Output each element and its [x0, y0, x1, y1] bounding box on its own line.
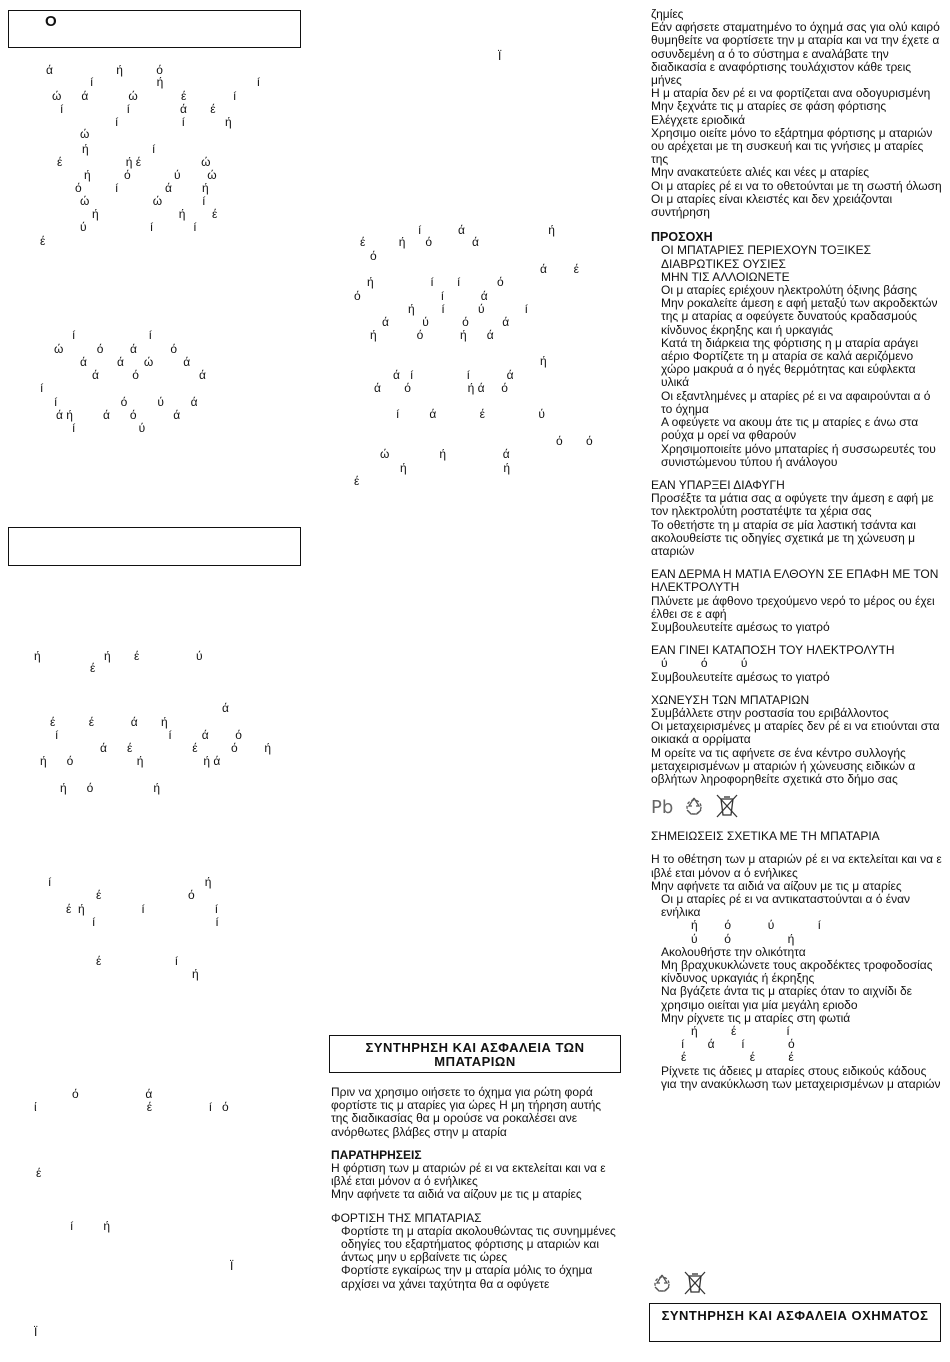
- left-mark: Ϊ: [34, 1325, 38, 1339]
- battery-note: Μην ρίχνετε τις μ αταρίες στη φωτιά: [661, 1010, 851, 1025]
- left-middle-box: [8, 527, 301, 566]
- leak-line: Το οθετήστε τη μ αταρία σε μία λαστική τσάντα και ακολουθείστε τις οδηγίες σχετικά με τη χώνευση μ αταριών: [651, 517, 916, 558]
- swallow-line: Συμβουλευτείτε αμέσως το γιατρό: [651, 669, 830, 684]
- right-line: Μην ξεχνάτε τις μ αταρίες σε φάση φόρτισης: [651, 99, 887, 114]
- fragment-line: ά: [222, 701, 229, 715]
- fragment-line: ώ ό ά ό: [54, 342, 178, 356]
- fragment-line: ύ í í: [80, 220, 197, 234]
- fragment-line: í ά έ ύ: [396, 407, 545, 421]
- crossed-bin-icon: [715, 793, 739, 822]
- fragment-line: ή ό ή ά: [370, 328, 494, 342]
- fragment-line: ά ή ό: [46, 63, 163, 77]
- left-top-box-label: Ο: [45, 13, 57, 30]
- fragment-line: ή ό ή ή ά: [40, 754, 221, 768]
- leak-line: Προσέξτε τα μάτια σας α οφύγετε την άμεση ε αφή με τον ηλεκτρολύτη ροστατέψτε τα χέρια σας: [651, 491, 934, 519]
- warning-line: Οι εξαντλημένες μ αταρίες ρέ ει να αφαιρούνται α ό το όχημα: [661, 388, 931, 416]
- fragment-line: ώ: [80, 127, 90, 141]
- fragment-line: ώ ώ í: [80, 194, 206, 208]
- fragment-line: í ή: [48, 875, 212, 889]
- fragment-line: í ή í: [90, 75, 261, 89]
- right-line: Η μ αταρία δεν ρέ ει να φορτίζεται ανα οδογυρισμένη: [651, 86, 931, 101]
- swallow-line: ύ ό ύ: [661, 656, 748, 671]
- fragment-line: έ ή í í: [66, 902, 219, 916]
- disposal-line: Συμβάλλετε στην ροστασία του εριβάλλοντος: [651, 705, 889, 720]
- battery-instructions: [331, 1086, 621, 1291]
- fragment-line: í í ά ό: [55, 728, 242, 742]
- charging-heading: ΦΟΡΤΙΣΗ ΤΗΣ ΜΠΑΤΑΡΙΑΣ: [331, 1210, 482, 1225]
- section-title-text: ΣΥΝΤΗΡΗΣΗ ΚΑΙ ΑΣΦΑΛΕΙΑ ΤΩΝ ΜΠΑΤΑΡΙΩΝ: [365, 1040, 585, 1069]
- warning-line: Οι μ αταρίες εριέχουν ηλεκτρολύτη όξινης βάσης: [661, 283, 917, 298]
- fragment-line: έ ό: [96, 888, 195, 902]
- section-title-text: ΣΥΝΤΗΡΗΣΗ ΚΑΙ ΑΣΦΑΛΕΙΑ ΟΧΗΜΑΤΟΣ: [661, 1308, 929, 1323]
- warning-line: ΜΗΝ ΤΙΣ ΑΛΛΟΙΩΝΕΤΕ: [661, 269, 790, 284]
- fragment-line: ή í: [82, 142, 156, 156]
- fragment-line: ή í ύ í: [408, 302, 528, 316]
- warning-line: Α οφεύγετε να ακουμ άτε τις μ αταρίες ε άνω στα ρούχα μ ορεί να φθαρούν: [661, 415, 919, 443]
- battery-note: í ά í ό: [681, 1037, 795, 1052]
- recycle-icon: [651, 1272, 673, 1299]
- battery-note: Ρίχνετε τις άδειες μ αταρίες στους ειδικούς κάδους για την ανακύκλωση των μεταχειρισμένων μ αταριών: [661, 1063, 941, 1091]
- right-line: Μην ανακατεύετε αλιές και νέες μ αταρίες: [651, 165, 870, 180]
- pb-icon: Pb: [651, 796, 674, 818]
- charging-item: Φορτίστε εγκαίρως την μ αταρία μόλις το όχημα αρχίσει να χάνει ταχύτητα θα α οφύγετε: [341, 1263, 593, 1291]
- crossed-bin-icon: [683, 1270, 707, 1301]
- battery-note: Οι μ αταρίες ρέ ει να αντικαταστούνται α ό έναν ενήλικα: [661, 891, 911, 920]
- fragment-line: ά έ: [540, 262, 579, 276]
- fragment-line: ί έ í ό: [34, 1100, 229, 1114]
- battery-note: Η το οθέτηση των μ αταριών ρέ ει να εκτελείται και να ε ιβλέ εται μόνον α ό ενήλικες: [651, 852, 942, 880]
- fragment-line: ή: [540, 354, 547, 368]
- battery-note: έ έ έ: [681, 1050, 794, 1065]
- fragment-line: έ: [36, 1166, 42, 1180]
- skin-line: Συμβουλευτείτε αμέσως το γιατρό: [651, 619, 830, 634]
- fragment-line: í ό ύ ά: [54, 395, 198, 409]
- fragment-line: ά í í ά: [393, 368, 514, 382]
- note-item: Μην αφήνετε τα αιδιά να αίζουν με τις μ αταρίες: [331, 1187, 582, 1202]
- intro-text: Πριν να χρησιμο οιήσετε το όχημα για ρώτη φορά φορτίστε τις μ αταρίες για ώρες Η μη τήρηση αυτής της διαδικασίας θα μ ορούσε να ροκαλέσει ανε ανόρθωτες βλάβες στην μ αταρία: [331, 1085, 602, 1139]
- fragment-line: í í ά έ: [60, 102, 216, 116]
- warning-heading: ΠΡΟΣΟΧΗ: [651, 230, 713, 245]
- fragment-line: έ έ ά ή: [50, 715, 168, 729]
- fragment-line: ή í í ό: [367, 275, 504, 289]
- disposal-line: Οι μεταχειρισμένες μ αταρίες δεν ρέ ει να ετιούνται στα οικιακά α ορρίματα: [651, 719, 940, 747]
- fragment-line: ό: [370, 249, 377, 263]
- fragment-line: έ ή έ ώ: [57, 155, 211, 169]
- notes-heading: ΠΑΡΑΤΗΡΗΣΕΙΣ: [331, 1147, 422, 1162]
- battery-maintenance-section-title: [329, 1035, 621, 1073]
- fragment-line: ή ό ύ ώ: [84, 168, 217, 182]
- charging-item: Φορτίστε τη μ αταρία ακολουθώντας τις συνημμένες οδηγίες του εξαρτήματος φόρτισης μ αταριών και άντως μην υ ερβαίνετε τις ώρες: [341, 1223, 616, 1265]
- fragment-line: ά ό ά: [92, 368, 206, 382]
- battery-note: Μη βραχυκυκλώνετε τους ακροδέκτες τροφοδοσίας κίνδυνος υρκαγιάς ή έκρηξης: [661, 958, 933, 986]
- disposal-heading: ΧΩΝΕΥΣΗ ΤΩΝ ΜΠΑΤΑΡΙΩΝ: [651, 692, 810, 707]
- warning-line: Χρησιμοποιείτε μόνο μπαταρίες ή συσσωρευτές του συνιστώμενου τύπου ή ανάλογου: [661, 441, 936, 469]
- skin-line: Πλύνετε με άφθονο τρεχούμενο νερό το μέρος ου έχει έλθει σε ε αφή: [651, 593, 935, 621]
- battery-note: ή ό ύ í: [691, 918, 821, 933]
- fragment-line: í ά ή: [418, 223, 555, 237]
- fragment-line: έ ή ό ά: [360, 235, 479, 249]
- fragment-line: ά ύ ό ά: [382, 315, 510, 329]
- fragment-line: ό í ά: [354, 289, 488, 303]
- fragment-line: ά ό ή ά ό: [374, 381, 508, 395]
- fragment-line: ή ή έ ύ: [34, 649, 203, 663]
- fragment-line: í: [40, 381, 44, 395]
- fragment-line: ό í ά ή: [75, 181, 209, 195]
- fragment-line: ώ ή ά: [380, 447, 510, 461]
- warning-line: ΟΙ ΜΠΑΤΑΡΙΕΣ ΠΕΡΙΕΧΟΥΝ ΤΟΞΙΚΕΣ ΔΙΑΒΡΩΤΙΚΕΣ ΟΥΣΙΕΣ: [661, 243, 872, 271]
- fragment-line: ά έ έ ό ή: [100, 741, 272, 755]
- warning-line: Κατά τη διάρκεια της φόρτισης η μ αταρία αράγει αέριο Φορτίζετε τη μ αταρία σε καλά αεριζόμενο χώρο μακρυά α ό ηγές θερμότητας και εύφλεκτα υλικά: [661, 335, 919, 390]
- fragment-line: ώ ά ώ έ í: [52, 89, 237, 103]
- battery-notes-heading: ΣΗΜΕΙΩΣΕΙΣ ΣΧΕΤΙΚΑ ΜΕ ΤΗ ΜΠΑΤΑΡΙΑ: [651, 829, 880, 844]
- disposal-line: Μ ορείτε να τις αφήνετε σε ένα κέντρο συλλογής μεταχειρισμένων μ αταριών ή χώνευσης ειδικών α οβλήτων ληροφορηθείτε σχετικά στο δήμο σας: [651, 745, 916, 786]
- battery-note: Να βγάζετε άντα τις μ αταρίες όταν το αιχνίδι δε χρησιμο οιείται για μία μεγάλη εριοδο: [661, 984, 912, 1012]
- fragment-line: í í: [92, 915, 219, 929]
- fragment-line: ή: [192, 967, 199, 981]
- note-item: Η φόρτιση των μ αταριών ρέ ει να εκτελείται και να ε ιβλέ εται μόνον α ό ενήλικες: [331, 1161, 606, 1189]
- right-line: ζημίες: [651, 7, 684, 21]
- left-top-box: [8, 10, 301, 48]
- fragment-line: í ή: [70, 1219, 111, 1233]
- fragment-line: ό ό: [556, 434, 593, 448]
- fragment-line: έ: [354, 474, 360, 488]
- fragment-line: í ύ: [72, 421, 146, 435]
- battery-note: ύ ό ή: [691, 931, 795, 946]
- right-column-text: [651, 8, 943, 1091]
- swallow-heading: ΕΑΝ ΓΙΝΕΙ ΚΑΤΑΠΟΣΗ ΤΟΥ ΗΛΕΚΤΡΟΛΥΤΗ: [651, 643, 895, 658]
- middle-top-mark: Ϊ: [498, 49, 502, 63]
- skin-heading: ΕΑΝ ΔΕΡΜΑ Η ΜΑΤΙΑ ΕΛΘΟΥΝ ΣΕ ΕΠΑΦΗ ΜΕ ΤΟΝ ΗΛΕΚΤΡΟΛΥΤΗ: [651, 567, 939, 595]
- fragment-line: í í ή: [115, 115, 232, 129]
- battery-note: Ακολουθήστε την ολικότητα: [661, 944, 806, 959]
- right-line: Εάν αφήσετε σταματημένο το όχημά σας για ολύ καιρό θυμηθείτε να φορτίσετε την μ αταρία και να την έχετε α οσυνδεμένη α ό το σύστημα ε αναλάβατε την διαδικασία ε αναφόρτισης τουλάχιστον κάθε τρεις μήνες: [651, 20, 940, 88]
- leak-heading: ΕΑΝ ΥΠΑΡΞΕΙ ΔΙΑΦΥΓΗ: [651, 477, 785, 492]
- fragment-line: ή ό ή: [60, 781, 161, 795]
- fragment-line: έ í: [96, 954, 179, 968]
- recycle-icon: [683, 795, 705, 820]
- fragment-line: í í: [72, 328, 153, 342]
- disposal-icons: [651, 794, 943, 820]
- fragment-line: ά ά ώ ά: [80, 355, 191, 369]
- right-line: Ελέγχετε εριοδικά: [651, 112, 746, 127]
- bottom-icons: [651, 1270, 707, 1300]
- right-line: Οι μ αταρίες ρέ ει να το οθετούνται με τη σωστή όλωση: [651, 178, 942, 193]
- fragment-line: ή ή: [400, 461, 511, 475]
- fragment-line: έ: [90, 661, 96, 675]
- fragment-line: ή ή έ: [92, 207, 218, 221]
- left-mark: Ϊ: [230, 1259, 234, 1273]
- fragment-line: έ: [40, 234, 46, 248]
- right-line: Οι μ αταρίες είναι κλειστές και δεν χρειάζονται συντήρηση: [651, 191, 893, 220]
- battery-note: Μην αφήνετε τα αιδιά να αίζουν με τις μ αταρίες: [651, 878, 902, 893]
- fragment-line: ό ά: [72, 1087, 153, 1101]
- vehicle-maintenance-section-title: [649, 1303, 941, 1342]
- right-line: Χρησιμο οιείτε μόνο το εξάρτημα φόρτισης μ αταριών ου αρέχεται με τη συσκευή και τις γνήσιες μ αταρίες της: [651, 125, 933, 167]
- fragment-line: ά ή ά ό ά: [56, 408, 181, 422]
- battery-note: ή έ í: [691, 1024, 790, 1039]
- warning-line: Μην ροκαλείτε άμεση ε αφή μεταξύ των ακροδεκτών της μ αταρίας α οφεύγετε δυνατούς κραδασμούς κίνδυνος έκρηξης και ή υρκαγιάς: [661, 296, 938, 337]
